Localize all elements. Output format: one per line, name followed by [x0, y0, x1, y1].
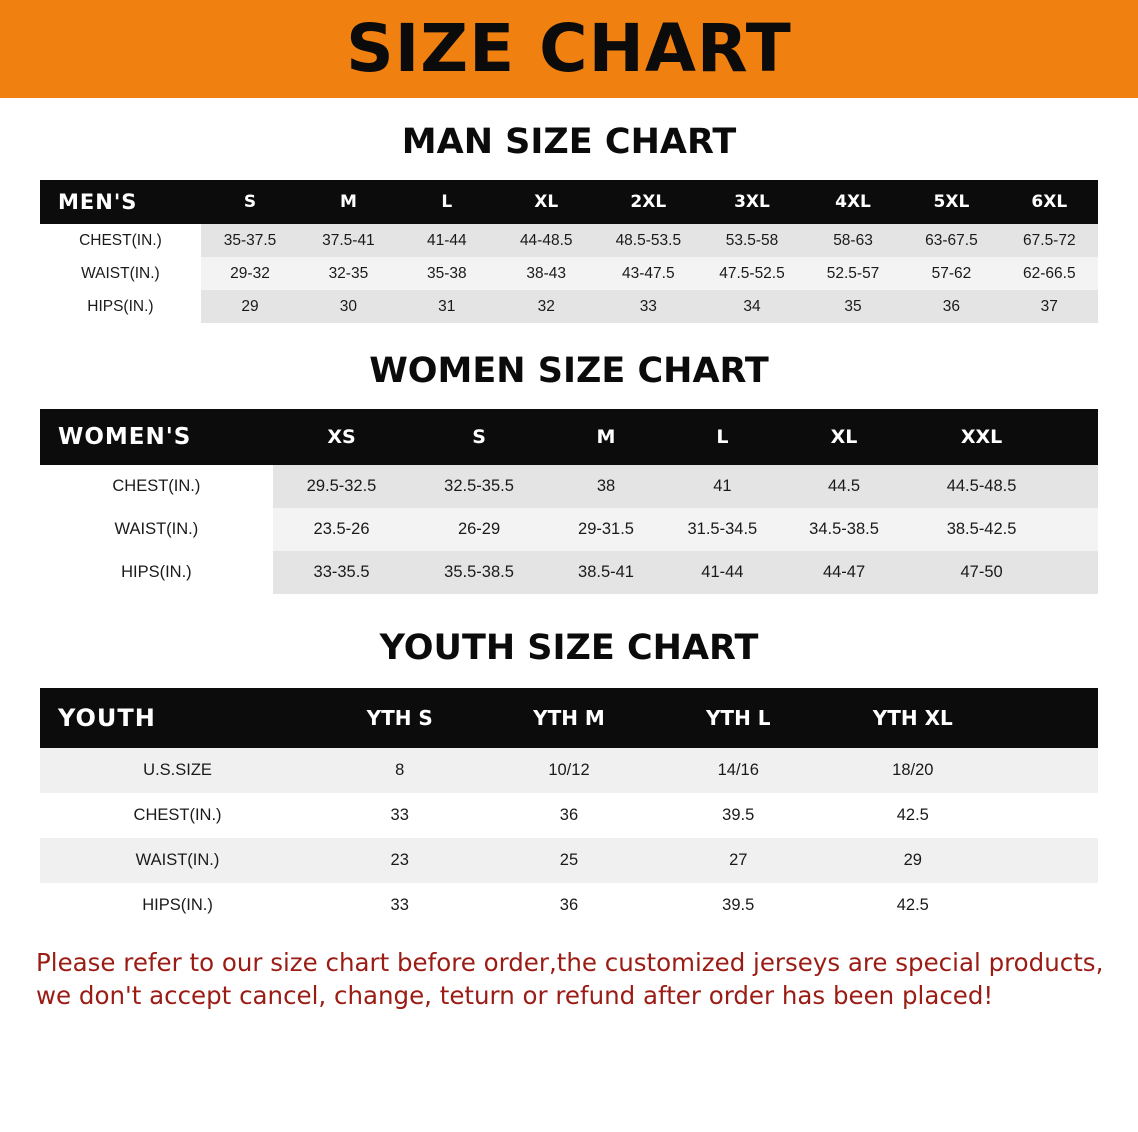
man-header-cell-5: 2XL [596, 180, 700, 224]
youth-size-table [40, 688, 1098, 928]
women-cell-1-3: 31.5-34.5 [687, 520, 758, 538]
man-table-wrap [0, 180, 1138, 323]
man-header-cell-7: 4XL [804, 180, 902, 224]
women-cell-2-3: 41-44 [701, 563, 744, 581]
youth-row-label-1: CHEST(IN.) [133, 806, 222, 824]
table-row [40, 748, 1098, 793]
table-row [40, 883, 1098, 928]
youth-row-label-3: HIPS(IN.) [142, 896, 213, 914]
man-cell-2-3: 32 [537, 297, 555, 315]
man-cell-2-5: 34 [743, 297, 761, 315]
youth-cell-3-2: 39.5 [722, 896, 755, 914]
man-cell-1-3: 38-43 [526, 264, 567, 282]
man-cell-2-6: 35 [844, 297, 862, 315]
table-row [40, 257, 1098, 290]
man-header-cell-9: 6XL [1001, 180, 1098, 224]
man-section-title: MAN SIZE CHART [401, 122, 737, 162]
table-row [40, 508, 1098, 551]
women-header-cell-5: XL [781, 409, 908, 465]
women-header-spacer [1056, 409, 1098, 465]
women-cell-2-spacer [1056, 551, 1098, 594]
table-row [40, 838, 1098, 883]
man-header-cell-4: XL [496, 180, 597, 224]
man-cell-1-0: 29-32 [230, 264, 270, 282]
disclaimer-line-1: Please refer to our size chart before order,the customized jerseys are special products, [36, 948, 1104, 977]
women-cell-2-5: 47-50 [960, 563, 1003, 581]
women-table-head [40, 409, 1098, 465]
women-cell-1-spacer [1056, 508, 1098, 551]
women-cell-1-5: 38.5-42.5 [946, 520, 1017, 538]
youth-table-body [40, 748, 1098, 928]
man-cell-0-4: 48.5-53.5 [615, 231, 682, 249]
women-row-label-0: CHEST(IN.) [40, 465, 273, 508]
women-size-table [40, 409, 1098, 594]
women-header-cell-3: M [548, 409, 664, 465]
man-row-label-2: HIPS(IN.) [40, 290, 201, 323]
women-cell-0-5: 44.5-48.5 [946, 477, 1017, 495]
youth-cell-2-0: 23 [390, 851, 409, 869]
youth-header-cell-0: YOUTH [40, 688, 315, 748]
man-row-label-1: WAIST(IN.) [40, 257, 201, 290]
man-header-cell-1: S [201, 180, 299, 224]
man-cell-0-1: 37.5-41 [322, 231, 375, 249]
man-header-row [40, 180, 1098, 224]
man-size-table [40, 180, 1098, 323]
youth-table-head [40, 688, 1098, 748]
women-header-row [40, 409, 1098, 465]
man-cell-2-7: 36 [942, 297, 961, 315]
women-cell-0-4: 44.5 [827, 477, 861, 495]
women-section-title: WOMEN SIZE CHART [369, 351, 769, 391]
table-row [40, 290, 1098, 323]
youth-cell-1-3: 42.5 [896, 806, 929, 824]
youth-section-title: YOUTH SIZE CHART [379, 628, 759, 668]
man-header-cell-8: 5XL [902, 180, 1000, 224]
disclaimer-line-2: we don't accept cancel, change, teturn or refund after order has been placed! [36, 981, 994, 1011]
man-cell-1-4: 43-47.5 [622, 264, 675, 282]
women-cell-1-4: 34.5-38.5 [809, 520, 879, 538]
youth-header-spacer [1003, 688, 1098, 748]
man-cell-2-1: 30 [339, 297, 358, 315]
man-header-cell-0: MEN'S [40, 180, 201, 224]
man-cell-0-0: 35-37.5 [223, 231, 277, 249]
women-cell-0-0: 29.5-32.5 [306, 477, 377, 495]
women-cell-0-1: 32.5-35.5 [444, 477, 514, 495]
youth-header-cell-2: YTH M [484, 688, 653, 748]
table-row [40, 224, 1098, 257]
disclaimer-note [36, 946, 1102, 1012]
youth-cell-1-0: 33 [390, 806, 409, 824]
man-cell-1-1: 32-35 [328, 264, 369, 282]
women-header-cell-2: S [410, 409, 548, 465]
women-cell-2-1: 35.5-38.5 [444, 563, 514, 581]
youth-cell-0-2: 14/16 [717, 761, 759, 779]
youth-cell-0-0: 8 [395, 761, 405, 779]
page-title: SIZE CHART [346, 10, 792, 87]
man-cell-2-4: 33 [639, 297, 657, 315]
youth-row-label-2: WAIST(IN.) [135, 851, 220, 869]
women-header-cell-1: XS [273, 409, 411, 465]
man-row-label-0: CHEST(IN.) [40, 224, 201, 257]
women-cell-0-spacer [1056, 465, 1098, 508]
women-header-cell-6: XXL [908, 409, 1056, 465]
man-cell-1-7: 57-62 [931, 264, 972, 282]
man-cell-0-5: 53.5-58 [725, 231, 779, 249]
table-row [40, 793, 1098, 838]
man-table-head [40, 180, 1098, 224]
man-cell-2-8: 37 [1040, 297, 1058, 315]
youth-cell-3-spacer [1003, 883, 1098, 928]
youth-header-cell-3: YTH L [654, 688, 823, 748]
youth-table-wrap [0, 688, 1138, 928]
youth-cell-1-spacer [1003, 793, 1098, 838]
man-cell-1-8: 62-66.5 [1023, 264, 1076, 282]
man-cell-0-8: 67.5-72 [1023, 231, 1076, 249]
women-header-cell-0: WOMEN'S [40, 409, 273, 465]
youth-cell-2-2: 27 [729, 851, 748, 869]
youth-cell-0-1: 10/12 [548, 761, 590, 779]
youth-cell-3-0: 33 [390, 896, 409, 914]
youth-header-cell-4: YTH XL [823, 688, 1003, 748]
man-table-body [40, 224, 1098, 323]
women-cell-2-4: 44-47 [822, 563, 866, 581]
youth-cell-2-3: 29 [903, 851, 922, 869]
page-banner [0, 0, 1138, 98]
man-cell-0-6: 58-63 [833, 231, 873, 249]
women-row-label-2: HIPS(IN.) [40, 551, 273, 594]
man-header-cell-2: M [299, 180, 397, 224]
man-cell-1-5: 47.5-52.5 [719, 264, 785, 282]
youth-header-cell-1: YTH S [315, 688, 484, 748]
youth-cell-1-2: 39.5 [722, 806, 755, 824]
table-row [40, 551, 1098, 594]
youth-cell-2-1: 25 [559, 851, 579, 869]
women-cell-1-2: 29-31.5 [578, 520, 634, 538]
youth-cell-1-1: 36 [559, 806, 579, 824]
man-cell-2-0: 29 [241, 297, 259, 315]
youth-header-row [40, 688, 1098, 748]
man-cell-1-2: 35-38 [426, 264, 467, 282]
youth-cell-3-1: 36 [559, 896, 579, 914]
women-row-label-1: WAIST(IN.) [40, 508, 273, 551]
women-header-cell-4: L [664, 409, 780, 465]
women-table-body [40, 465, 1098, 594]
women-cell-2-2: 38.5-41 [578, 563, 634, 581]
women-cell-2-0: 33-35.5 [313, 563, 370, 581]
youth-cell-2-spacer [1003, 838, 1098, 883]
man-header-cell-6: 3XL [700, 180, 804, 224]
table-row [40, 465, 1098, 508]
women-cell-0-2: 38 [596, 477, 616, 495]
women-cell-0-3: 41 [713, 477, 732, 495]
man-cell-2-2: 31 [438, 297, 456, 315]
man-cell-0-7: 63-67.5 [925, 231, 978, 249]
youth-cell-0-3: 18/20 [892, 761, 934, 779]
man-cell-0-2: 41-44 [426, 231, 467, 249]
youth-row-label-0: U.S.SIZE [143, 761, 212, 779]
youth-cell-3-3: 42.5 [896, 896, 929, 914]
women-table-wrap [0, 409, 1138, 594]
man-cell-1-6: 52.5-57 [826, 264, 880, 282]
youth-cell-0-spacer [1003, 748, 1098, 793]
man-header-cell-3: L [398, 180, 496, 224]
man-cell-0-3: 44-48.5 [519, 231, 573, 249]
women-cell-1-0: 23.5-26 [313, 520, 370, 538]
women-cell-1-1: 26-29 [457, 520, 501, 538]
